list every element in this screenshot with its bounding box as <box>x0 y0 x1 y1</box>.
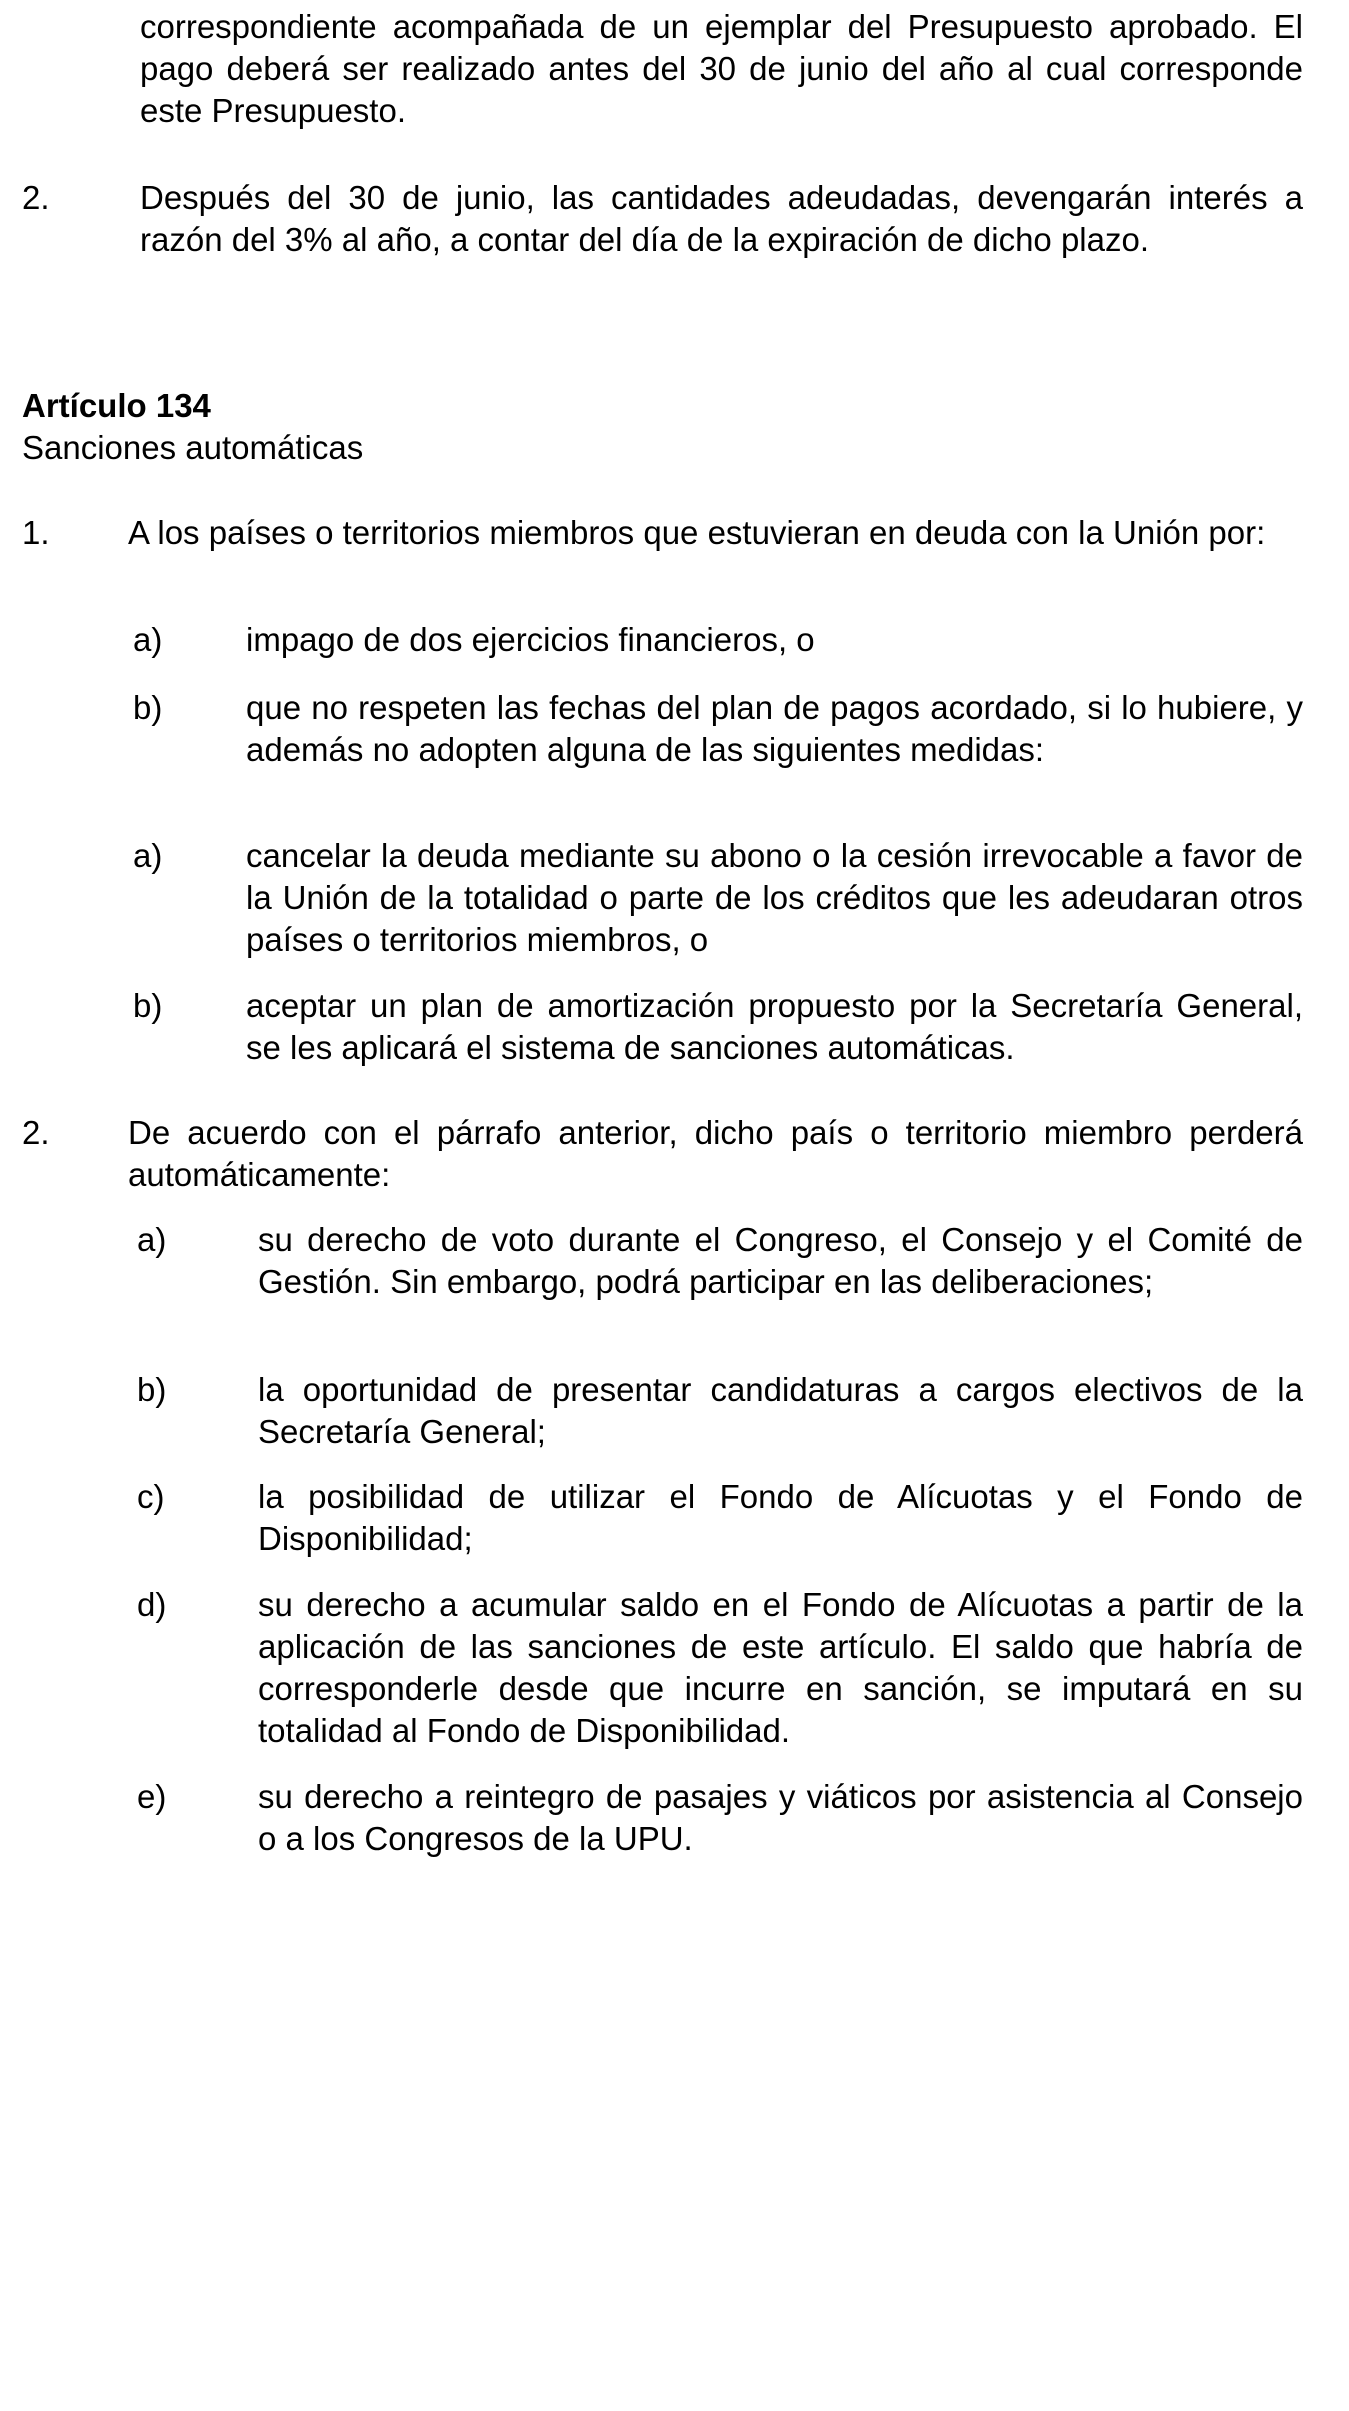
list-item-text: su derecho a reintegro de pasajes y viáticos por asistencia al Consejo o a los Congresos de la UPU. <box>258 1778 1303 1857</box>
paragraph-number: 2. <box>22 1114 50 1151</box>
list-item-label: a) <box>133 621 163 658</box>
paragraph-number: 1. <box>22 514 50 551</box>
paragraph-continuation: correspondiente acompañada de un ejemplar del Presupuesto aprobado. El pago deberá ser realizado antes del 30 de junio del año al cual corresponde este Presupuesto. <box>140 8 1303 129</box>
list-item-label: b) <box>133 987 163 1024</box>
paragraph-text: Después del 30 de junio, las cantidades adeudadas, devengarán interés a razón del 3% al año, a contar del día de la expiración de dicho plazo. <box>140 179 1303 258</box>
list-item-text: aceptar un plan de amortización propuesto por la Secretaría General, se les aplicará el sistema de sanciones automáticas. <box>246 987 1303 1066</box>
list-item-label: a) <box>133 837 163 874</box>
list-item-text: su derecho de voto durante el Congreso, el Consejo y el Comité de Gestión. Sin embargo, podrá participar en las deliberaciones; <box>258 1221 1303 1300</box>
list-item-text: que no respeten las fechas del plan de pagos acordado, si lo hubiere, y además no adopten alguna de las siguientes medidas: <box>246 689 1303 768</box>
list-item-label: d) <box>137 1586 167 1623</box>
list-item-text: la posibilidad de utilizar el Fondo de Alícuotas y el Fondo de Disponibilidad; <box>258 1478 1303 1557</box>
article-heading: Artículo 134 <box>22 387 211 424</box>
list-item-label: b) <box>137 1371 167 1408</box>
list-item-label: e) <box>137 1778 167 1815</box>
list-item-text: cancelar la deuda mediante su abono o la cesión irrevocable a favor de la Unión de la totalidad o parte de los créditos que les adeudaran otros países o territorios miembros, o <box>246 837 1303 958</box>
paragraph-number: 2. <box>22 179 50 216</box>
list-item-label: b) <box>133 689 163 726</box>
paragraph-text: De acuerdo con el párrafo anterior, dicho país o territorio miembro perderá automáticamente: <box>128 1114 1303 1193</box>
list-item-text: impago de dos ejercicios financieros, o <box>246 621 815 658</box>
list-item-label: a) <box>137 1221 167 1258</box>
list-item-text: su derecho a acumular saldo en el Fondo de Alícuotas a partir de la aplicación de las sanciones de este artículo. El saldo que habría de corresponderle desde que incurre en sanción, se imputará en su totalidad al Fondo de Disponibilidad. <box>258 1586 1303 1749</box>
list-item-text: la oportunidad de presentar candidaturas a cargos electivos de la Secretaría General; <box>258 1371 1303 1450</box>
list-item-label: c) <box>137 1478 165 1515</box>
paragraph-text: A los países o territorios miembros que estuvieran en deuda con la Unión por: <box>128 514 1266 551</box>
article-title: Sanciones automáticas <box>22 429 364 466</box>
